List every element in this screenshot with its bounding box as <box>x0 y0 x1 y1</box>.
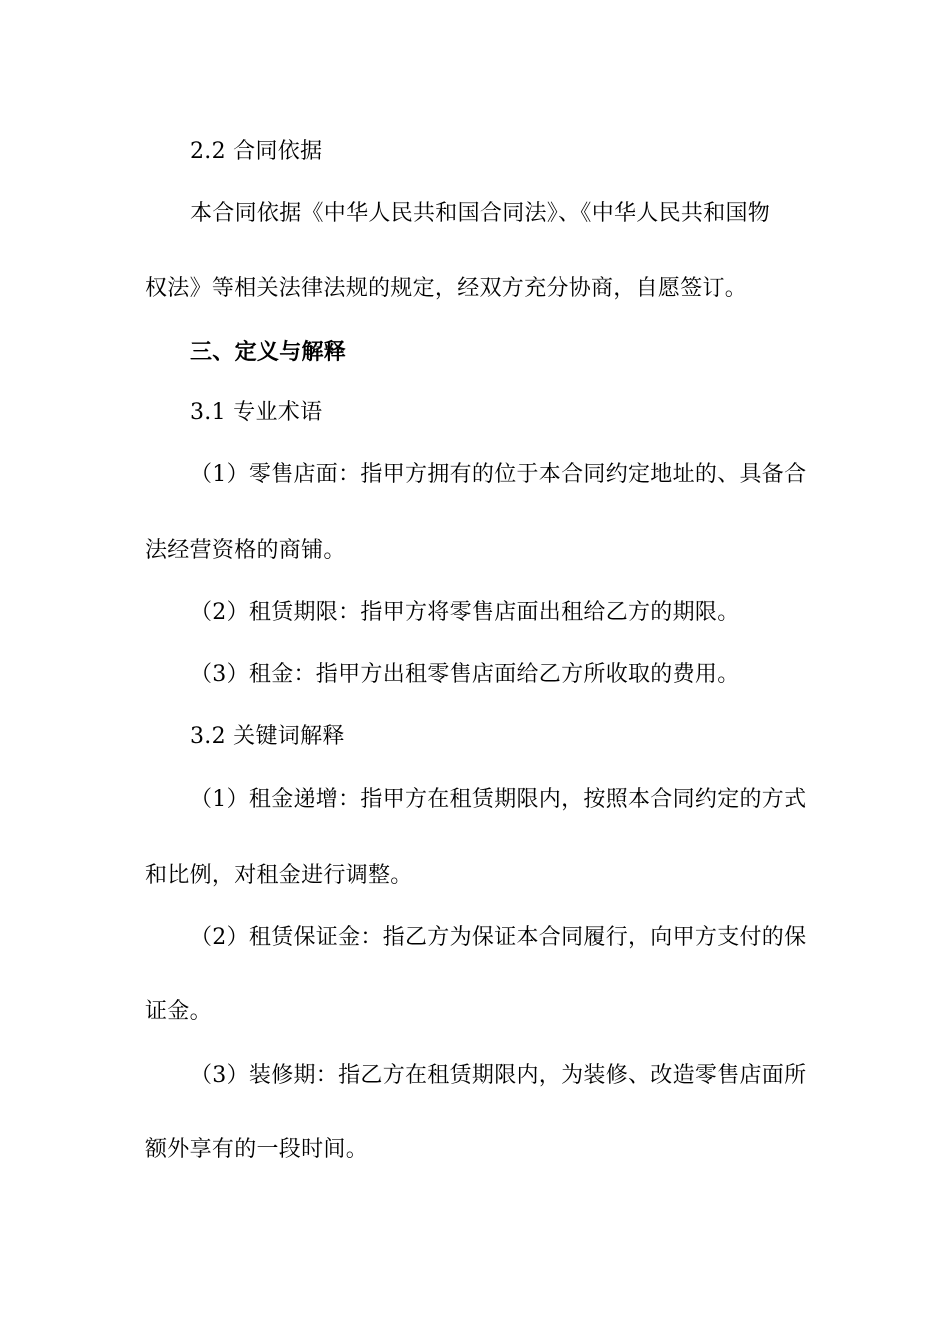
term-1-line-2: 法经营资格的商铺。 <box>145 538 346 563</box>
keyword-2-line-1: （2）租赁保证金：指乙方为保证本合同履行，向甲方支付的保 <box>190 925 807 950</box>
keyword-1-line-2: 和比例，对租金进行调整。 <box>145 863 413 888</box>
keyword-2-line-2: 证金。 <box>145 999 212 1024</box>
section-3-2-heading: 3.2 关键词解释 <box>190 724 345 749</box>
keyword-1-line-1: （1）租金递增：指甲方在租赁期限内，按照本合同约定的方式 <box>190 787 807 812</box>
section-2-2-heading: 2.2 合同依据 <box>190 139 323 164</box>
section-3-1-heading: 3.1 专业术语 <box>190 400 323 425</box>
section-3-heading: 三、定义与解释 <box>190 339 347 365</box>
term-3: （3）租金：指甲方出租零售店面给乙方所收取的费用。 <box>190 662 740 687</box>
term-1-line-1: （1）零售店面：指甲方拥有的位于本合同约定地址的、具备合 <box>190 462 807 487</box>
keyword-3-line-1: （3）装修期：指乙方在租赁期限内，为装修、改造零售店面所 <box>190 1063 807 1088</box>
section-2-2-paragraph-line-1: 本合同依据《中华人民共和国合同法》、《中华人民共和国物 <box>190 201 771 226</box>
section-2-2-paragraph-line-2: 权法》等相关法律法规的规定，经双方充分协商，自愿签订。 <box>145 276 748 301</box>
term-2: （2）租赁期限：指甲方将零售店面出租给乙方的期限。 <box>190 600 740 625</box>
keyword-3-line-2: 额外享有的一段时间。 <box>145 1137 369 1162</box>
